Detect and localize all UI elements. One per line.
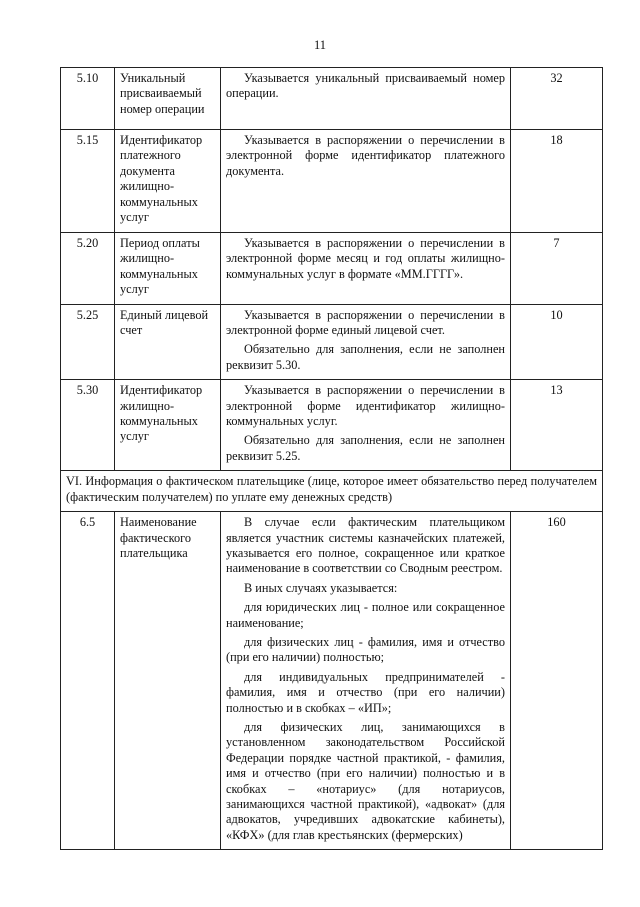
description-paragraph: Обязательно для заполнения, если не заполнен реквизит 5.30.: [226, 342, 505, 372]
description-paragraph: Указывается уникальный присваиваемый номер операции.: [226, 71, 505, 101]
row-size: 18: [511, 130, 603, 233]
row-name: Наименование фактического плательщика: [115, 512, 221, 850]
table-row: [61, 380, 603, 471]
description-paragraph: В иных случаях указывается:: [244, 580, 398, 595]
description-paragraph: Указывается в распоряжении о перечислении в электронной форме месяц и год оплаты жилищно-коммунальных услуг в формате «ММ.ГГГГ».: [226, 236, 505, 281]
row-size: 13: [511, 380, 603, 471]
section-row: [61, 471, 603, 512]
page-number: 11: [313, 38, 327, 52]
row-description: [221, 130, 511, 233]
row-description: [221, 68, 511, 130]
row-description: [221, 380, 511, 471]
description-paragraph: для физических лиц - фамилия, имя и отчество (при его наличии) полностью;: [226, 634, 505, 665]
table-row: [61, 68, 603, 130]
table-row: [61, 130, 603, 233]
row-description: [221, 304, 511, 380]
row-description: [221, 512, 511, 850]
row-size: 32: [511, 68, 603, 130]
description-paragraph: Обязательно для заполнения, если не заполнен реквизит 5.25.: [226, 433, 505, 463]
row-name: Единый лицевой счет: [115, 304, 221, 380]
row-number: 5.25: [61, 304, 115, 380]
description-paragraph: для физических лиц, занимающихся в установленном законодательством Российской Федерации порядке частной практикой, - фамилия, имя и отчество (при его наличии) полностью и в скобках – «нотариус» (для нотариусов, занимающихся частной практикой), «адвокат» (для адвокатов, учредивших адвокатские кабинеты), «КФХ» (для глав крестьянских (фермерских): [226, 719, 505, 842]
row-number: 5.15: [61, 130, 115, 233]
description-paragraph: Указывается в распоряжении о перечислении в электронной форме идентификатор платежного документа.: [226, 133, 505, 178]
row-number: 6.5: [61, 512, 115, 850]
row-name: Идентификатор платежного документа жилищно-коммунальных услуг: [115, 130, 221, 233]
row-number: 5.20: [61, 233, 115, 305]
description-paragraph: для юридических лиц - полное или сокращенное наименование;: [226, 600, 505, 630]
description-paragraph: Указывается в распоряжении о перечислении в электронной форме единый лицевой счет.: [226, 307, 505, 338]
description-paragraph: Указывается в распоряжении о перечислении в электронной форме идентификатор жилищно-коммунальных услуг.: [226, 383, 505, 429]
table-row: [61, 512, 603, 850]
description-paragraph: для индивидуальных предпринимателей - фамилия, имя и отчество (при его наличии) полностью и в скобках – «ИП»;: [226, 669, 505, 715]
row-size: 160: [511, 512, 603, 850]
row-number: 5.10: [61, 68, 115, 130]
table-row: [61, 233, 603, 305]
row-size: 10: [511, 304, 603, 380]
requisites-table: [60, 67, 603, 850]
row-name: Уникальный присваиваемый номер операции: [115, 68, 221, 130]
row-size: 7: [511, 233, 603, 305]
row-name: Идентификатор жилищно-коммунальных услуг: [115, 380, 221, 471]
row-number: 5.30: [61, 380, 115, 471]
table-row: [61, 304, 603, 380]
row-name: Период оплаты жилищно-коммунальных услуг: [115, 233, 221, 305]
description-paragraph: В случае если фактическим плательщиком является участник системы казначейских платежей, указывается его полное, сокращенное или краткое наименование в соответствии со Сводным реестром.: [226, 515, 505, 576]
row-description: [221, 233, 511, 305]
section-heading: VI. Информация о фактическом плательщике (лице, которое имеет обязательство перед получателем (фактическим получателем) по уплате ему денежных средств): [61, 471, 603, 512]
